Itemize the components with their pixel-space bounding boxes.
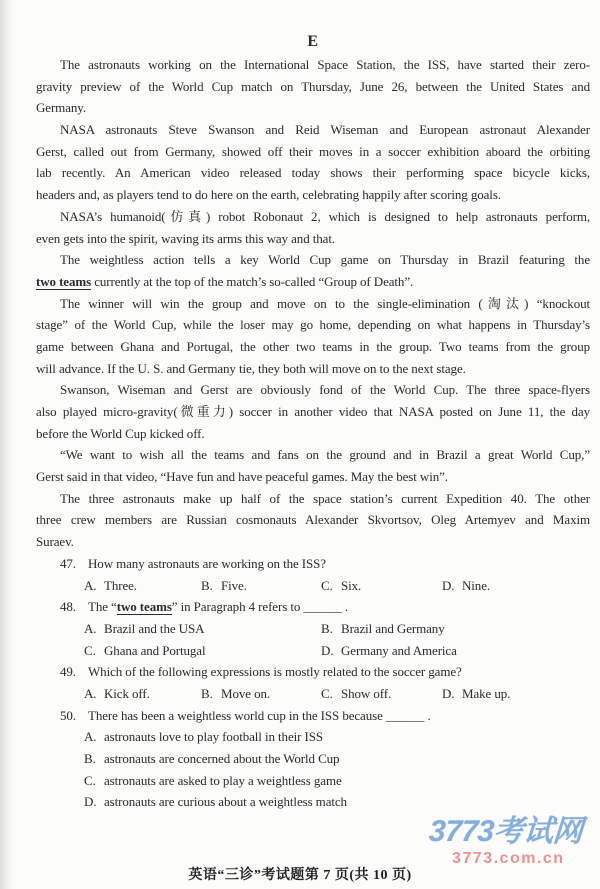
option-47-c: C. Six.: [321, 577, 362, 593]
question-text: ” in Paragraph 4 refers to ______ .: [171, 599, 349, 615]
footer-page-info: 英语“三诊”考试题第 7 页(共 10 页): [188, 868, 412, 883]
passage-paragraph: [36, 54, 590, 119]
watermark-site-name: 3773考试网: [427, 815, 584, 848]
passage-line: Suraev.: [36, 534, 74, 550]
question-number: 47.: [60, 555, 76, 571]
option-50-b: B. astronauts are concerned about the World Cup: [84, 751, 340, 766]
option-47-b: B. Five.: [201, 577, 247, 593]
question-text: There has been a weightless world cup in the ISS because ______ .: [88, 707, 431, 723]
passage-line: gravity preview of the World Cup match on Thursday, June 26, between the United States and: [36, 78, 590, 94]
option-47-d: D. Nine.: [442, 577, 491, 593]
option-50-c: C. astronauts are asked to play a weightless game: [84, 772, 342, 788]
passage-line: NASA astronauts Steve Swanson and Reid Wiseman and European astronaut Alexander: [60, 122, 590, 138]
question-48-stem: [36, 596, 590, 618]
passage-line: also played micro-gravity(微重力) soccer in another video that NASA posted on June 11, the day: [36, 404, 590, 419]
option-48-c: C. Ghana and Portugal: [84, 642, 206, 658]
option-49-d: D. Make up.: [442, 685, 511, 701]
question-text: The “: [88, 599, 117, 615]
option-48-a: A. Brazil and the USA: [84, 620, 205, 636]
question-text: How many astronauts are working on the ISS?: [88, 555, 326, 571]
passage-line: Gerst, called out from Germany, showed off their moves in a soccer exhibition aboard the orbiting: [36, 143, 590, 159]
section-label: E: [307, 33, 319, 50]
passage-line: The winner will win the group and move on to the single-elimination (淘汰) “knockout: [60, 295, 590, 311]
two-teams-highlight: two teams: [36, 273, 92, 289]
passage-line: “We want to wish all the teams and fans on the ground and in Brazil a great World Cup,”: [60, 447, 590, 463]
question-number: 50.: [60, 707, 76, 723]
passage-paragraph: [36, 293, 590, 380]
question-49-stem: [36, 661, 590, 683]
passage-line: Swanson, Wiseman and Gerst are obviously fond of the World Cup. The three space-flyers: [60, 382, 590, 398]
question-number: 48.: [60, 599, 76, 615]
option-49-a: A. Kick off.: [84, 685, 150, 701]
option-49-c: C. Show off.: [321, 685, 392, 701]
question-text: Which of the following expressions is mostly related to the soccer game?: [88, 664, 462, 680]
passage-line: The astronauts working on the International Space Station, the ISS, have started their zero-: [60, 57, 590, 72]
question-48-options-row2: [36, 640, 590, 662]
passage-line: will advance. If the U. S. and Germany tie, they both will move on to the next stage.: [36, 360, 466, 376]
two-teams-highlight: two teams: [116, 599, 172, 615]
passage-line: The weightless action tells a key World Cup game on Thursday in Brazil featuring the: [60, 252, 590, 268]
question-47-stem: [36, 553, 590, 575]
passage-paragraph: [36, 249, 590, 292]
watermark-site-url: 3773.com.cn: [452, 850, 565, 867]
passage-line-text: currently at the top of the match’s so-called “Group of Death”.: [91, 273, 414, 289]
passage-line: Germany.: [36, 100, 86, 116]
option-49-b: B. Move on.: [201, 685, 271, 701]
option-50-d: D. astronauts are curious about a weightless match: [84, 794, 347, 810]
passage-line: NASA’s humanoid(仿真) robot Robonaut 2, which is designed to help astronauts perform,: [60, 208, 590, 224]
page-content: [36, 30, 590, 813]
passage-line: lab recently. An American video released today shows their performing space bicycle kicks,: [36, 165, 590, 181]
passage-line: headers and, as players tend to do here on the earth, celebrating happily after scoring goals.: [36, 187, 501, 203]
option-48-d: D. Germany and America: [321, 642, 457, 658]
passage-paragraph: [36, 444, 590, 487]
passage-line: three crew members are Russian cosmonauts Alexander Skvortsov, Oleg Artemyev and Maxim: [36, 512, 590, 528]
passage-line: stage” of the World Cup, while the loser may go home, depending on what happens in Thursday’s: [36, 317, 590, 333]
scan-edge-shadow: [0, 0, 14, 889]
question-50-stem: [36, 705, 590, 727]
passage-line: game between Ghana and Portugal, the other two teams in the group. Two teams from the group: [36, 338, 590, 354]
option-47-a: A. Three.: [84, 577, 137, 593]
passage-line: before the World Cup kicked off.: [36, 425, 205, 441]
passage-line: Gerst said in that video, “Have fun and have peaceful games. May the best win”.: [36, 469, 448, 485]
passage-paragraph: [36, 206, 590, 249]
question-number: 49.: [60, 664, 76, 680]
passage-line: The three astronauts make up half of the space station’s current Expedition 40. The other: [60, 490, 590, 506]
passage-paragraph: [36, 379, 590, 444]
question-48-options-row1: [36, 618, 590, 640]
option-50-a: A. astronauts love to play football in their ISS: [84, 729, 323, 745]
option-48-b: B. Brazil and Germany: [321, 620, 445, 636]
passage-paragraph: [36, 119, 590, 206]
question-47-options: [36, 575, 590, 597]
passage-line: [36, 271, 590, 293]
passage-line: even gets into the spirit, waving its arms this way and that.: [36, 230, 335, 246]
passage-paragraph: [36, 488, 590, 553]
question-49-options: [36, 683, 590, 705]
